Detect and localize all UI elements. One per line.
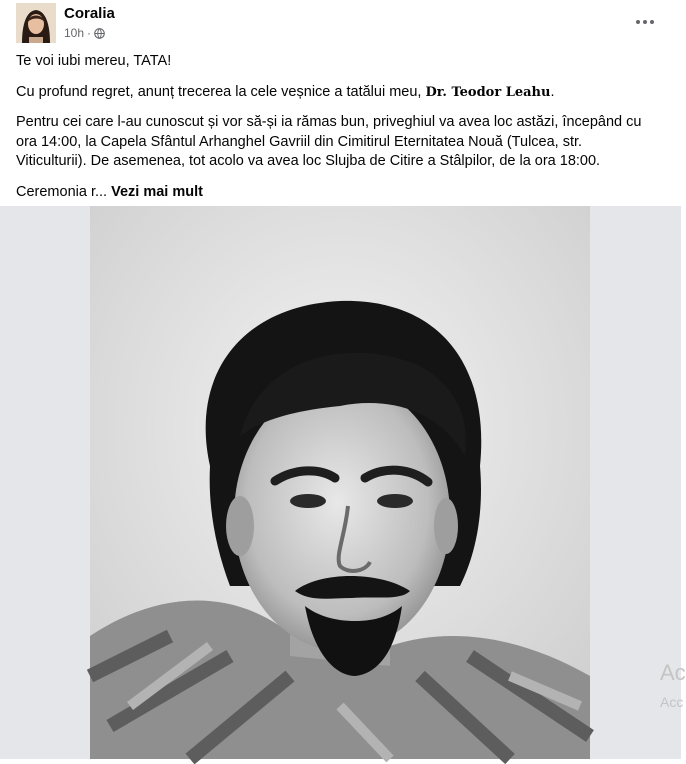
post-photo-container[interactable] [0, 206, 684, 759]
avatar[interactable] [16, 3, 56, 43]
more-options-icon [636, 20, 640, 24]
post-line-1: Te voi iubi mereu, TATA! [16, 53, 172, 69]
post-line-4 [16, 183, 656, 203]
post-line-3: Pentru cei care l-au cunoscut și vor să-și ia rămas bun, priveghiul va avea loc astăzi, începând cu ora 14:00, la Capela Sfântul Arhanghel Gavriil din Cimitirul Eternitatea Nouă (Tulcea, str. Viticulturii). De asemenea, tot acolo va avea loc Slujba de Citire a Stâlpilor, de la ora 18:00. [16, 114, 642, 169]
watermark-line-1: Ac [660, 660, 686, 685]
see-more-link[interactable]: Vezi mai mult [111, 183, 203, 200]
dot [650, 20, 654, 24]
author-name[interactable]: Coralia [64, 5, 115, 22]
watermark-line-2: Acc [660, 694, 684, 710]
post-photo[interactable] [90, 206, 590, 759]
post-line-2-end: . [550, 83, 555, 100]
truncated-text: Ceremonia r... [16, 183, 112, 200]
post-text [16, 52, 656, 213]
post-time[interactable]: 10h [64, 26, 85, 40]
dot [643, 20, 647, 24]
post-line-2 [16, 83, 656, 103]
post-line-2-text: Cu profund regret, anunț trecerea la cele veșnice a tatălui meu, [16, 83, 426, 100]
globe-icon[interactable] [94, 28, 105, 39]
portrait-photo [90, 206, 590, 759]
post-header [0, 0, 681, 48]
more-options-button[interactable] [631, 10, 659, 34]
meta-separator: · [87, 26, 92, 40]
avatar-image [16, 3, 56, 43]
post-meta [64, 26, 105, 40]
deceased-name: Dr. Teodor Leahu [425, 84, 551, 100]
